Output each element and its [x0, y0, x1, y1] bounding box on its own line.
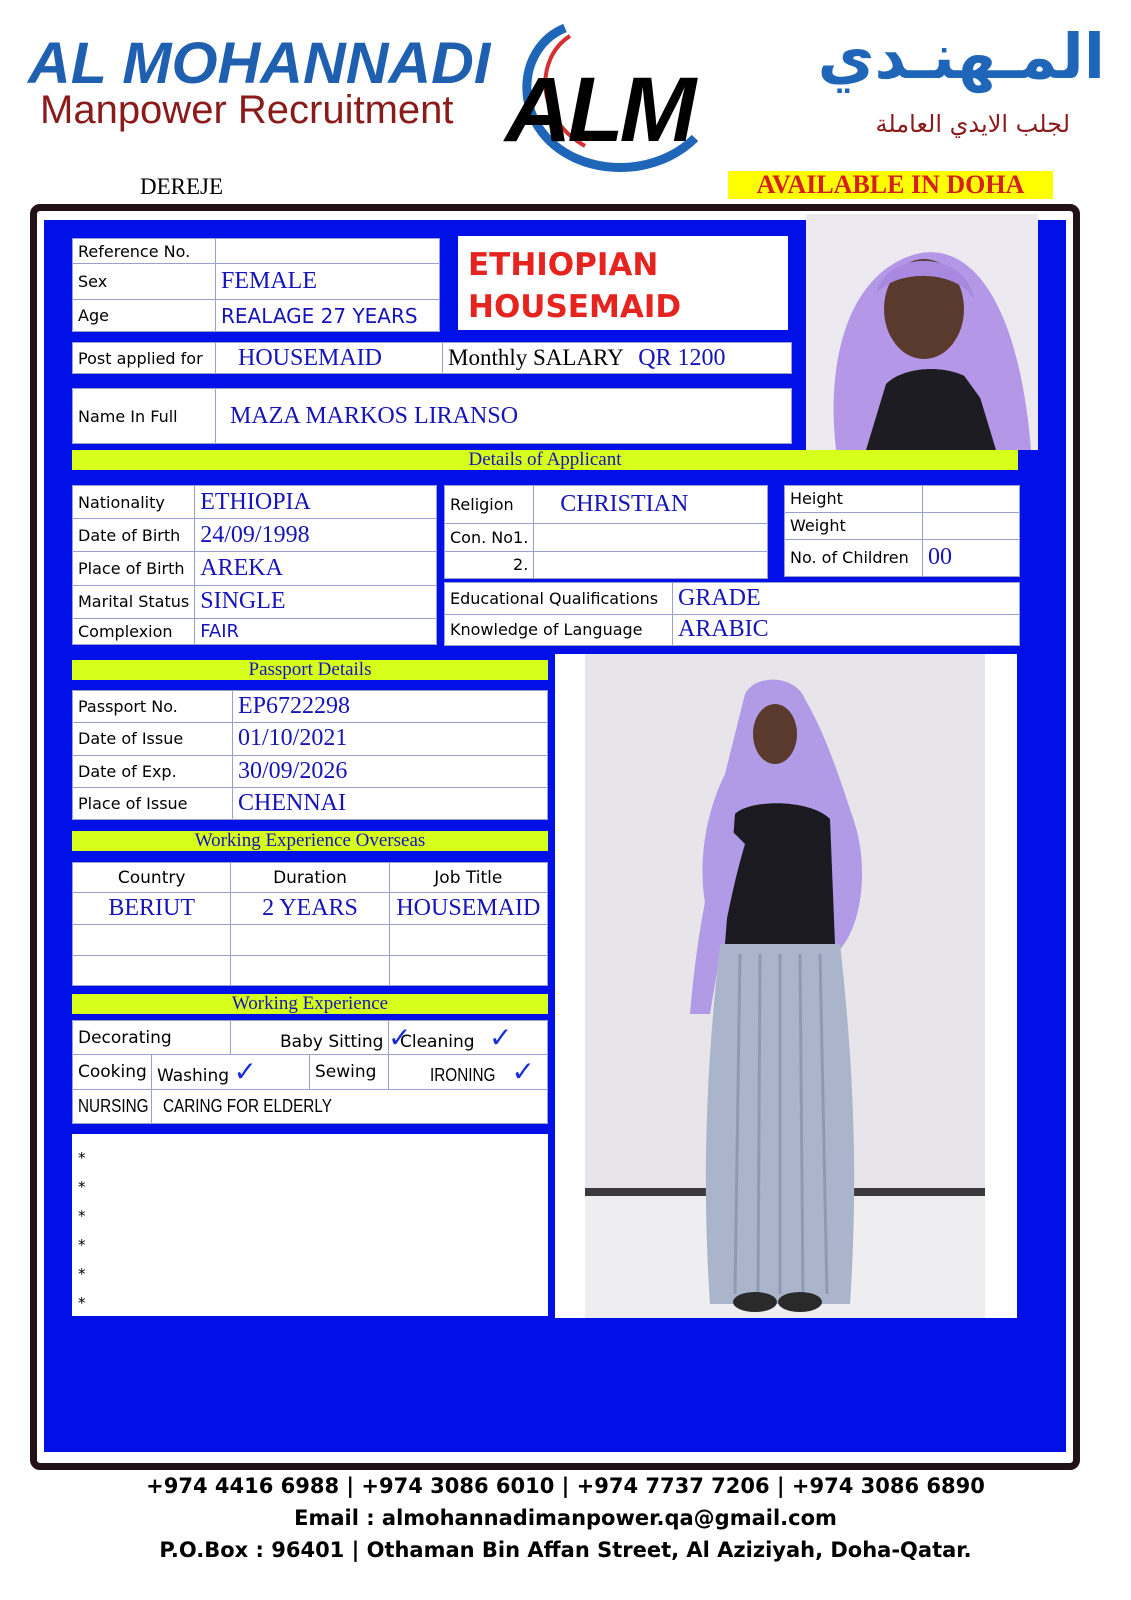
skill-washing-label: Washing	[157, 1066, 230, 1087]
religion-value: CHRISTIAN	[534, 486, 768, 524]
skill-ironing	[389, 1055, 548, 1089]
skill-cooking-label: Cooking	[78, 1061, 147, 1082]
skill-sewing	[310, 1055, 389, 1089]
name-label: Name In Full	[73, 389, 216, 444]
skill-nursing-label: NURSING	[78, 1095, 149, 1116]
education-value: GRADE	[673, 583, 1020, 615]
overseas-job: HOUSEMAID	[389, 893, 547, 925]
basic-info-table	[72, 238, 440, 332]
overseas-country	[73, 955, 231, 986]
availability-badge: AVAILABLE IN DOHA	[728, 171, 1053, 199]
position-title-box	[458, 236, 788, 330]
baby-sitting-check-icon: ✓	[387, 1021, 412, 1055]
cleaning-check-icon: ✓	[489, 1021, 513, 1055]
footer-phones: +974 4416 6988 | +974 3086 6010 | +974 7737 7206 | +974 3086 6890	[146, 1474, 985, 1498]
note-bullet: *	[78, 1236, 86, 1254]
complexion-value: FAIR	[195, 618, 437, 644]
dob-value: 24/09/1998	[195, 519, 437, 552]
portrait-photo	[806, 214, 1038, 450]
overseas-table	[72, 862, 548, 986]
passport-issue-label: Date of Issue	[73, 723, 233, 755]
skill-elderly-label: CARING FOR ELDERLY	[163, 1095, 332, 1116]
reference-value	[216, 239, 440, 264]
skill-washing	[152, 1055, 310, 1089]
overseas-job	[389, 955, 547, 986]
nationality-value: ETHIOPIA	[195, 486, 437, 519]
skill-baby-sitting	[231, 1021, 412, 1055]
passport-heading: Passport Details	[72, 660, 548, 680]
passport-table	[72, 690, 548, 820]
washing-check-icon: ✓	[233, 1055, 257, 1089]
marital-label: Marital Status	[73, 585, 195, 618]
height-value	[923, 486, 1020, 513]
skill-sewing-label: Sewing	[315, 1061, 377, 1082]
sex-value: FEMALE	[216, 264, 440, 300]
height-label: Height	[785, 486, 923, 513]
skills-table	[72, 1020, 548, 1124]
pob-value: AREKA	[195, 552, 437, 585]
position-title-nationality: ETHIOPIAN	[468, 247, 659, 283]
skill-cleaning	[389, 1021, 548, 1055]
post-salary-row	[72, 342, 792, 374]
passport-issue-value: 01/10/2021	[233, 723, 548, 755]
overseas-col-job: Job Title	[389, 863, 547, 893]
passport-place-value: CHENNAI	[233, 787, 548, 819]
note-bullet: *	[78, 1207, 86, 1225]
nationality-label: Nationality	[73, 486, 195, 519]
weight-label: Weight	[785, 512, 923, 539]
skill-ironing-label: IRONING	[430, 1065, 496, 1086]
passport-no-value: EP6722298	[233, 691, 548, 723]
overseas-duration	[231, 925, 389, 956]
details-personal-table	[72, 485, 437, 645]
dob-label: Date of Birth	[73, 519, 195, 552]
agent-name: DEREJE	[140, 174, 224, 199]
pob-label: Place of Birth	[73, 552, 195, 585]
religion-label: Religion	[445, 486, 534, 524]
overseas-col-country: Country	[73, 863, 231, 893]
passport-no-label: Passport No.	[73, 691, 233, 723]
note-bullet: *	[78, 1178, 86, 1196]
name-value: MAZA MARKOS LIRANSO	[216, 389, 792, 444]
name-row	[72, 388, 792, 444]
contact1-label: Con. No1.	[445, 524, 534, 551]
passport-exp-value: 30/09/2026	[233, 755, 548, 787]
passport-exp-label: Date of Exp.	[73, 755, 233, 787]
skills-heading: Working Experience	[72, 994, 548, 1014]
skill-cleaning-label: Cleaning	[400, 1032, 475, 1053]
brand-mark: ALM	[505, 59, 693, 161]
ironing-check-icon: ✓	[511, 1055, 535, 1089]
contact1-value	[534, 524, 768, 551]
language-label: Knowledge of Language	[445, 614, 673, 646]
full-body-photo	[585, 654, 985, 1318]
brand-tagline-english: Manpower Recruitment	[40, 88, 454, 132]
full-body-photo-frame	[555, 654, 1017, 1318]
overseas-col-duration: Duration	[231, 863, 389, 893]
details-religion-table	[444, 485, 768, 579]
age-value: REALAGE 27 YEARS	[216, 300, 440, 332]
skill-nursing	[73, 1089, 152, 1123]
age-label: Age	[73, 300, 216, 332]
details-heading: Details of Applicant	[72, 450, 1018, 470]
details-physical-table	[784, 485, 1020, 577]
skill-baby-sitting-label: Baby Sitting	[280, 1032, 384, 1053]
footer-email: Email : almohannadimanpower.qa@gmail.com	[294, 1506, 837, 1530]
overseas-heading: Working Experience Overseas	[72, 831, 548, 851]
salary-label: Monthly SALARY	[448, 344, 624, 370]
passport-place-label: Place of Issue	[73, 787, 233, 819]
contact2-label: 2.	[445, 551, 534, 578]
language-value: ARABIC	[673, 614, 1020, 646]
note-bullet: *	[78, 1149, 86, 1167]
salary-cell	[443, 343, 792, 374]
sex-label: Sex	[73, 264, 216, 300]
post-value: HOUSEMAID	[216, 343, 443, 374]
note-bullet: *	[78, 1294, 86, 1312]
education-language-table	[444, 582, 1020, 646]
skill-decorating	[73, 1021, 231, 1055]
education-label: Educational Qualifications	[445, 583, 673, 615]
overseas-duration	[231, 955, 389, 986]
children-value: 00	[923, 539, 1020, 577]
brand-name-english: AL MOHANNADI	[28, 31, 491, 96]
overseas-job	[389, 925, 547, 956]
marital-value: SINGLE	[195, 585, 437, 618]
salary-value: QR 1200	[638, 344, 726, 371]
contact2-value	[534, 551, 768, 578]
skill-elderly	[152, 1089, 548, 1123]
brand-tagline-arabic: لجلب الايدي العاملة	[875, 110, 1070, 138]
children-label: No. of Children	[785, 539, 923, 577]
complexion-label: Complexion	[73, 618, 195, 644]
position-title-role: HOUSEMAID	[468, 289, 682, 325]
footer-address: P.O.Box : 96401 | Othaman Bin Affan Street, Al Aziziyah, Doha-Qatar.	[159, 1538, 972, 1562]
weight-value	[923, 512, 1020, 539]
post-label: Post applied for	[73, 343, 216, 374]
overseas-country: BERIUT	[73, 893, 231, 925]
overseas-duration: 2 YEARS	[231, 893, 389, 925]
skill-decorating-label: Decorating	[78, 1027, 172, 1048]
brand-name-arabic: المـهنـدي	[817, 20, 1105, 93]
reference-label: Reference No.	[73, 239, 216, 264]
skill-cooking	[73, 1055, 152, 1089]
overseas-country	[73, 925, 231, 956]
note-bullet: *	[78, 1265, 86, 1283]
notes-box	[72, 1134, 548, 1316]
